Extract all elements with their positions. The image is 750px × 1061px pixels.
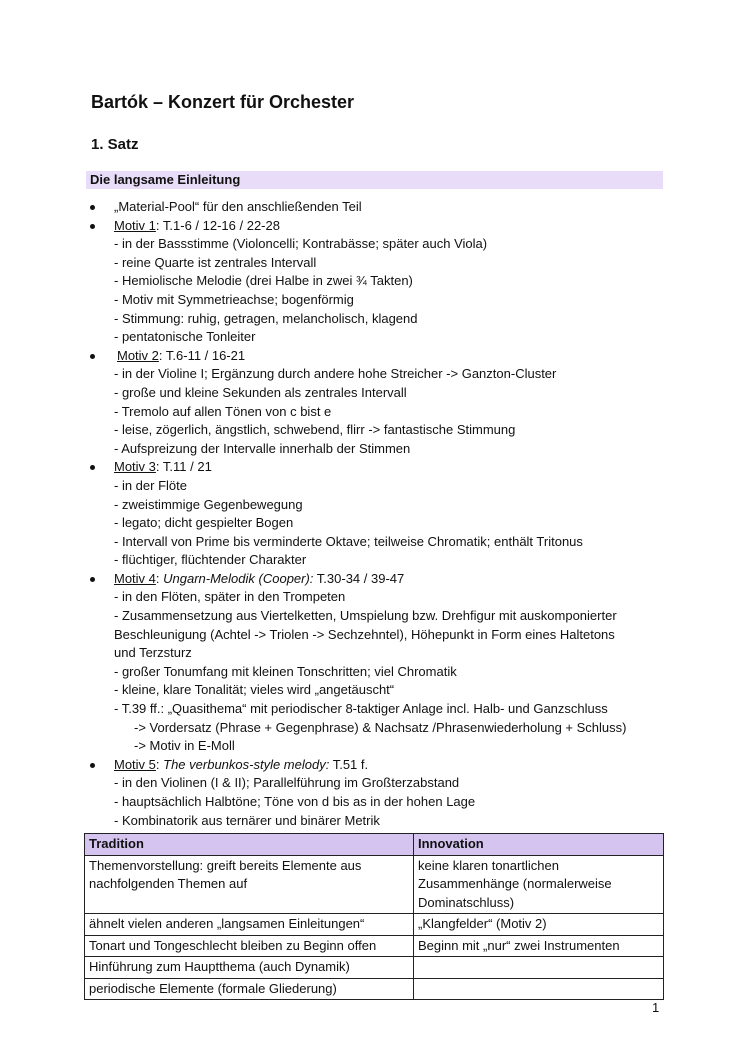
table-cell: Tonart und Tongeschlecht bleiben zu Beginn offen: [85, 935, 414, 957]
detail-line: - in den Violinen (I & II); Parallelführung im Großterzabstand: [114, 775, 460, 791]
list-item-motiv-5: Motiv 5: The verbunkos-style melody: T.51 f.: [114, 756, 369, 772]
list-item-motiv-4: Motiv 4: Ungarn-Melodik (Cooper): T.30-34 / 39-47: [114, 570, 405, 586]
comparison-table: [84, 833, 664, 1000]
detail-line: - reine Quarte ist zentrales Intervall: [114, 254, 317, 270]
movement-heading: 1. Satz: [91, 136, 139, 153]
detail-line: - hauptsächlich Halbtöne; Töne von d bis as in der hohen Lage: [114, 794, 476, 809]
table-cell: keine klaren tonartlichen Zusammenhänge (normalerweise Dominatschluss): [414, 855, 664, 914]
detail-line: - T.39 ff.: „Quasithema“ mit periodischer 8-taktiger Anlage incl. Halb- und Ganzschluss: [114, 701, 608, 717]
detail-line: - Kombinatorik aus ternärer und binärer Metrik: [114, 812, 380, 828]
list-item-motiv-3: Motiv 3: T.11 / 21: [114, 459, 212, 475]
table-cell: [414, 957, 664, 979]
table-row: [85, 855, 664, 914]
document-title: Bartók – Konzert für Orchester: [91, 92, 355, 112]
detail-line: - Motiv mit Symmetrieachse; bogenförmig: [114, 291, 354, 307]
detail-line: - in der Flöte: [114, 477, 187, 493]
detail-line: - Tremolo auf allen Tönen von c bist e: [114, 403, 332, 419]
table-cell: „Klangfelder“ (Motiv 2): [414, 914, 664, 936]
list-item-motiv-2: Motiv 2: T.6-11 / 16-21: [117, 347, 246, 363]
detail-line: - Zusammensetzung aus Viertelketten, Umspielung bzw. Drehfigur mit auskomponierter: [114, 608, 617, 624]
notes-body: [0, 198, 750, 830]
table-row: [85, 914, 664, 936]
detail-line: - Intervall von Prime bis verminderte Oktave; teilweise Chromatik; enthält Tritonus: [114, 533, 583, 549]
detail-line: - in den Flöten, später in den Trompeten: [114, 589, 346, 605]
list-item: „Material-Pool“ für den anschließenden Teil: [114, 199, 362, 214]
detail-line: - großer Tonumfang mit kleinen Tonschritten; viel Chromatik: [114, 663, 457, 679]
table-cell: ähnelt vielen anderen „langsamen Einleitungen“: [85, 914, 414, 936]
detail-line: - Stimmung: ruhig, getragen, melancholisch, klagend: [114, 310, 418, 326]
detail-line-indented: -> Vordersatz (Phrase + Gegenphrase) & Nachsatz /Phrasenwiederholung + Schluss): [134, 719, 627, 735]
detail-line: - große und kleine Sekunden als zentrales Intervall: [114, 384, 407, 400]
table-row: [85, 935, 664, 957]
detail-line: - in der Bassstimme (Violoncelli; Kontrabässe; später auch Viola): [114, 236, 488, 252]
section-heading: Die langsame Einleitung: [90, 172, 241, 187]
detail-line-indented: -> Motiv in E-Moll: [134, 738, 235, 754]
table-cell: Themenvorstellung: greift bereits Elemente aus nachfolgenden Themen auf: [85, 855, 414, 914]
table-cell: [414, 978, 664, 1000]
header-innovation: Innovation: [414, 834, 664, 856]
header-tradition: Tradition: [85, 834, 414, 856]
detail-line: - leise, zögerlich, ängstlich, schwebend, flirr -> fantastische Stimmung: [114, 422, 516, 438]
detail-line: - Hemiolische Melodie (drei Halbe in zwei ¾ Takten): [114, 273, 413, 289]
table-row: [85, 978, 664, 1000]
detail-line: - flüchtiger, flüchtender Charakter: [114, 552, 307, 568]
detail-line: - pentatonische Tonleiter: [114, 329, 256, 345]
detail-line: - zweistimmige Gegenbewegung: [114, 496, 303, 512]
page-number: 1: [652, 1000, 660, 1015]
list-item-motiv-1: Motiv 1: T.1-6 / 12-16 / 22-28: [114, 217, 280, 233]
table-cell: Hinführung zum Hauptthema (auch Dynamik): [85, 957, 414, 979]
table-header-row: [85, 834, 664, 856]
table-cell: Beginn mit „nur“ zwei Instrumenten: [414, 935, 664, 957]
detail-line: - legato; dicht gespielter Bogen: [114, 515, 294, 531]
detail-line: und Terzsturz: [114, 645, 192, 661]
detail-line: Beschleunigung (Achtel -> Triolen -> Sechzehntel), Höhepunkt in Form eines Haltetons: [114, 626, 615, 642]
detail-line: - Aufspreizung der Intervalle innerhalb der Stimmen: [114, 440, 411, 456]
detail-line: - in der Violine I; Ergänzung durch andere hohe Streicher -> Ganzton-Cluster: [114, 366, 557, 382]
table-row: [85, 957, 664, 979]
table-cell: periodische Elemente (formale Gliederung): [85, 978, 414, 1000]
detail-line: - kleine, klare Tonalität; vieles wird „angetäuscht“: [114, 682, 395, 698]
